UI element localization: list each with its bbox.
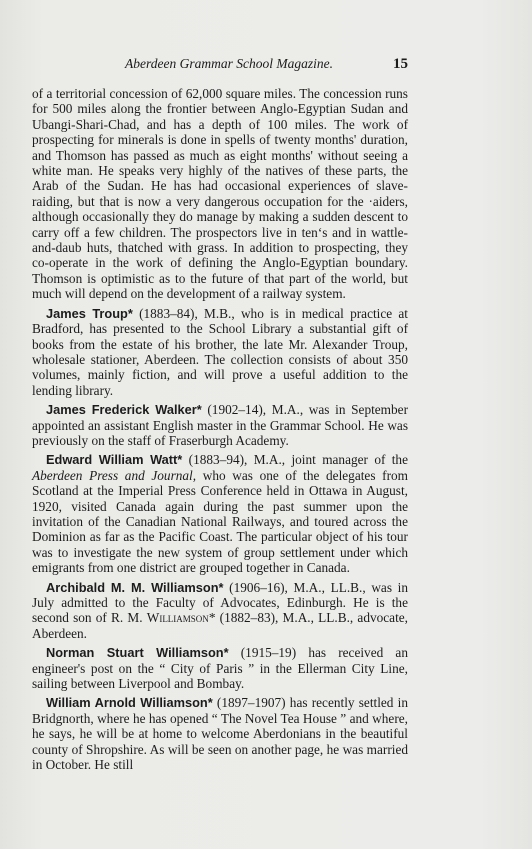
entry-norman-williamson: [32, 645, 408, 691]
entry-text: (1902–14), M.A., was in September appointed an assistant English master in the Grammar School. He was previously on the staff of Fraserburgh Academy.: [32, 402, 409, 448]
entry-text: (1906–16), M.A., LL.B., was in July admitted to the Faculty of Advocates, Edinburgh. He is the second son of R. M.: [32, 579, 408, 626]
entry-text: who was one of the delegates from Scotland at the Imperial Press Conference held in Ottawa in August, 1920, visited Canada again during the past summer upon the invitation of the Canadian National Railways, and toured across the Dominion as far as the Pacific Coast. The particular object of his tour was to investigate the new system of group settlement under which emigrants from one district are grouped together in Canada.: [32, 467, 408, 576]
entry-name: James Frederick Walker*: [46, 402, 202, 418]
page-header: [32, 56, 408, 73]
entry-name: Edward William Watt*: [46, 452, 183, 468]
entry-text: (1883–84), M.B., who is in medical practice at Bradford, has presented to the School Library a substantial gift of books from the estate of his brother, the late Mr. Alexander Troup, wholesale stationer, Aberdeen. The collection consists of about 350 volumes, mainly fiction, and will prove a useful addition to the lending library.: [32, 305, 408, 398]
publication-title: Aberdeen Press and Journal,: [32, 467, 197, 483]
entry-text: (1897–1907) has recently settled in Bridgnorth, where he has opened “ The Novel Tea House ” and where, he says, he will be at home to welcome Aberdonians in the beautiful county of Shropshire. As will be seen on another page, he was married in October. He still: [32, 695, 408, 773]
entry-james-troup: [32, 306, 408, 398]
entry-text: * (1882–83), M.A., LL.B., advocate, Aberdeen.: [32, 610, 408, 641]
entry-james-walker: [32, 402, 408, 448]
entry-william-williamson: [32, 695, 408, 772]
father-name: Williamson: [146, 610, 209, 626]
entry-name: James Troup*: [46, 305, 133, 321]
entry-edward-watt: [32, 452, 408, 575]
article-body: [32, 86, 408, 776]
entry-text: (1915–19) has received an engineer's post on the “ City of Paris ” in the Ellerman City Line, sailing between Liverpool and Bombay.: [32, 645, 408, 692]
entry-name: Archibald M. M. Williamson*: [46, 579, 224, 595]
entry-archibald-williamson: [32, 580, 408, 642]
page-number: 15: [393, 56, 408, 72]
entry-name: William Arnold Williamson*: [46, 695, 213, 711]
entry-name: Norman Stuart Williamson*: [46, 645, 229, 661]
paragraph-continuation: of a territorial concession of 62,000 square miles. The concession runs for 500 miles along the frontier between Anglo-Egyptian Sudan and Ubangi-Shari-Chad, and has a depth of 100 miles. The work of prospecting for minerals is done in spells of twenty months' duration, and Thomson has passed as much as eight months' without seeing a white man. He speaks very highly of the natives of these parts, the Arab of the Sudan. He has had occasional experiences of slave-raiding, but that is now a very dangerous occupation for the ·aiders, although occasionally they do manage by making a sudden descent to carry off a few children. The prospectors live in ten‘s and in wattle-and-daub huts, thatched with grass. In addition to prospecting, they co-operate in the work of defining the Anglo-Egyptian boundary. Thomson is optimistic as to the future of that part of the world, but much will depend on the development of a railway system.: [32, 86, 408, 302]
running-title: Aberdeen Grammar School Magazine.: [125, 56, 333, 71]
entry-text: (1883–94), M.A., joint manager of the: [182, 452, 408, 468]
